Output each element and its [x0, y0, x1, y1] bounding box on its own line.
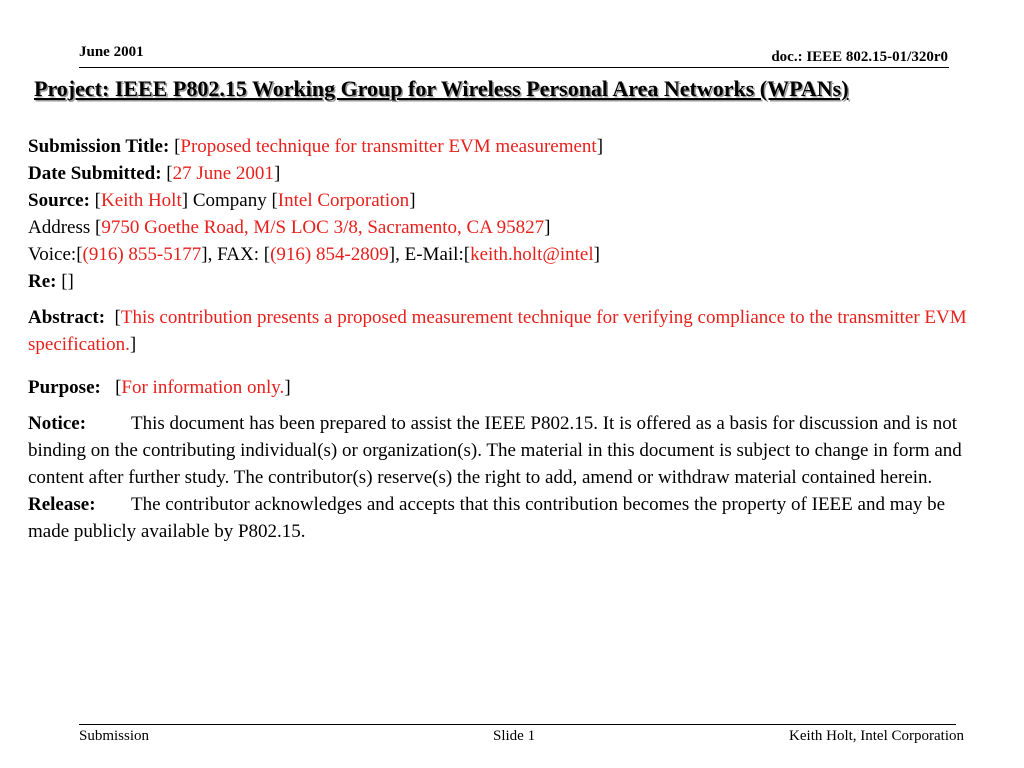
- abstract-text: This contribution presents a proposed measurement technique for verifying compliance to the transmitter EVM specification.: [28, 307, 967, 355]
- abstract-paragraph: Abstract: [This contribution presents a proposed measurement technique for verifying compliance to the transmitter EVM specification.]: [28, 307, 967, 355]
- fax-label: FAX:: [217, 244, 259, 265]
- contact-line: Voice:[(916) 855-5177], FAX: [(916) 854-2809], E-Mail:[keith.holt@intel]: [28, 244, 600, 265]
- voice-label: Voice:: [28, 244, 77, 265]
- submission-title-label: Submission Title:: [28, 136, 170, 157]
- release-paragraph: [28, 491, 988, 545]
- footer-author: Keith Holt, Intel Corporation: [789, 728, 964, 744]
- footer-rule: [79, 724, 956, 725]
- purpose-paragraph: Purpose: [For information only.]: [28, 377, 291, 398]
- abstract-label: Abstract:: [28, 307, 106, 328]
- page-title: Project: IEEE P802.15 Working Group for Wireless Personal Area Networks (WPANs): [34, 76, 849, 101]
- address-value: 9750 Goethe Road, M/S LOC 3/8, Sacramento, CA 95827: [101, 217, 545, 238]
- date-submitted-line: Date Submitted: [27 June 2001]: [28, 163, 281, 184]
- footer-slide-number: Slide 1: [493, 728, 536, 744]
- company-label: Company: [192, 190, 267, 211]
- re-label: Re:: [28, 271, 57, 292]
- release-text: The contributor acknowledges and accepts that this contribution becomes the property of IEEE and may be made publicly available by P802.15.: [28, 494, 946, 542]
- source-label: Source:: [28, 190, 90, 211]
- voice-value: (916) 855-5177: [82, 244, 202, 265]
- submission-title-value: Proposed technique for transmitter EVM measurement: [180, 136, 597, 157]
- release-label: Release:: [28, 494, 96, 515]
- email-label: E-Mail:: [404, 244, 464, 265]
- re-value: []: [61, 271, 74, 292]
- header-rule: [79, 67, 949, 68]
- notice-text: This document has been prepared to assist the IEEE P802.15. It is offered as a basis for discussion and is not binding on the contributing individual(s) or organization(s). The material in this document is subject to change in form and content after further study. The contributor(s) reserve(s) the right to add, amend or withdraw material contained herein.: [28, 413, 962, 488]
- fax-value: (916) 854-2809: [270, 244, 389, 265]
- address-label: Address: [28, 217, 91, 238]
- email-value: keith.holt@intel: [470, 244, 594, 265]
- source-line: Source: [Keith Holt] Company [Intel Corporation]: [28, 190, 416, 211]
- re-line: [28, 268, 988, 295]
- address-line: Address [9750 Goethe Road, M/S LOC 3/8, Sacramento, CA 95827]: [28, 217, 551, 238]
- purpose-label: Purpose:: [28, 377, 101, 398]
- purpose-text: For information only.: [121, 377, 285, 398]
- header-date: June 2001: [79, 44, 144, 60]
- company-value: Intel Corporation: [277, 190, 410, 211]
- submission-title-line: Submission Title: [Proposed technique for transmitter EVM measurement]: [28, 136, 604, 157]
- notice-paragraph: [28, 410, 988, 491]
- header-doc-id: doc.: IEEE 802.15-01/320r0: [771, 49, 948, 65]
- source-name: Keith Holt: [101, 190, 182, 211]
- date-submitted-label: Date Submitted:: [28, 163, 162, 184]
- document-body: [28, 133, 988, 545]
- notice-label: Notice:: [28, 413, 87, 434]
- date-submitted-value: 27 June 2001: [172, 163, 274, 184]
- footer-left: Submission: [79, 728, 150, 744]
